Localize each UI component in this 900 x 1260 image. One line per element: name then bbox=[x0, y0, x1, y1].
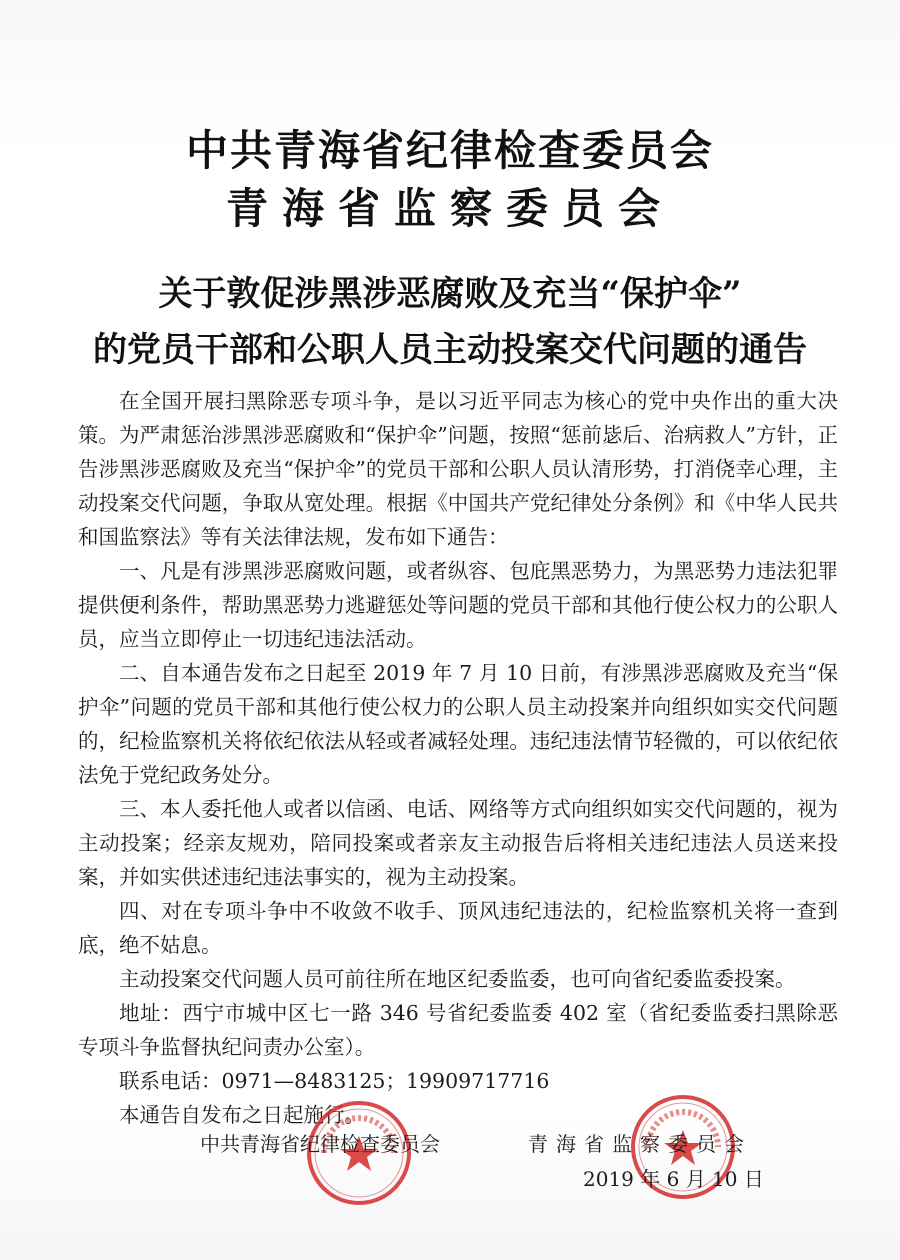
body-paragraph-item1: 一、凡是有涉黑涉恶腐败问题，或者纵容、包庇黑恶势力，为黑恶势力违法犯罪提供便利条件，帮助黑恶势力逃避惩处等问题的党员干部和其他行使公权力的公职人员，应当立即停止一切违纪违法活动。 bbox=[78, 559, 838, 651]
issue-date: 2019 年 6 月 10 日 bbox=[583, 1167, 764, 1191]
body-paragraph-item2: 二、自本通告发布之日起至 2019 年 7 月 10 日前，有涉黑涉恶腐败及充当“保护伞”问题的党员干部和其他行使公权力的公职人员主动投案并向组织如实交代问题的，纪检监察机关将依纪依法从轻或者减轻处理。违纪违法情节轻微的，可以依纪依法免于党纪政务处分。 bbox=[78, 661, 838, 787]
issuing-org-line2: 青海省监察委员会 bbox=[225, 184, 674, 233]
body-paragraph-address: 地址：西宁市城中区七一路 346 号省纪委监委 402 室（省纪委监委扫黑除恶专项斗争监督执纪问责办公室）。 bbox=[78, 1001, 838, 1059]
body-paragraph-surrender-location: 主动投案交代问题人员可前往所在地区纪委监委，也可向省纪委监委投案。 bbox=[119, 967, 796, 991]
body-paragraph-intro: 在全国开展扫黑除恶专项斗争，是以习近平同志为核心的党中央作出的重大决策。为严肃惩治涉黑涉恶腐败和“保护伞”问题，按照“惩前毖后、治病救人”方针，正告涉黑涉恶腐败及充当“保护伞”的党员干部和公职人员认清形势，打消侥幸心理，主动投案交代问题，争取从宽处理。根据《中国共产党纪律处分条例》和《中华人民共和国监察法》等有关法律法规，发布如下通告： bbox=[78, 389, 838, 549]
body-paragraph-item4: 四、对在专项斗争中不收敛不收手、顶风违纪违法的，纪检监察机关将一查到底，绝不姑息。 bbox=[78, 899, 838, 957]
notice-title-line2: 的党员干部和公职人员主动投案交代问题的通告 bbox=[93, 330, 807, 370]
body-paragraph-effective: 本通告自发布之日起施行。 bbox=[119, 1103, 365, 1127]
signature-issuer-2: 青海省监察委员会 bbox=[528, 1132, 752, 1156]
issuing-org-line1: 中共青海省纪律检查委员会 bbox=[185, 126, 714, 175]
notice-body bbox=[78, 384, 838, 1132]
body-paragraph-item3: 三、本人委托他人或者以信函、电话、网络等方式向组织如实交代问题的，视为主动投案；经亲友规劝，陪同投案或者亲友主动报告后将相关违纪违法人员送来投案，并如实供述违纪违法事实的，视为主动投案。 bbox=[78, 797, 838, 889]
signature-issuer-1: 中共青海省纪律检查委员会 bbox=[200, 1132, 440, 1156]
notice-title-line1: 关于敦促涉黑涉恶腐败及充当“保护伞” bbox=[158, 274, 742, 314]
body-paragraph-phone: 联系电话：0971—8483125；19909717716 bbox=[119, 1069, 550, 1093]
